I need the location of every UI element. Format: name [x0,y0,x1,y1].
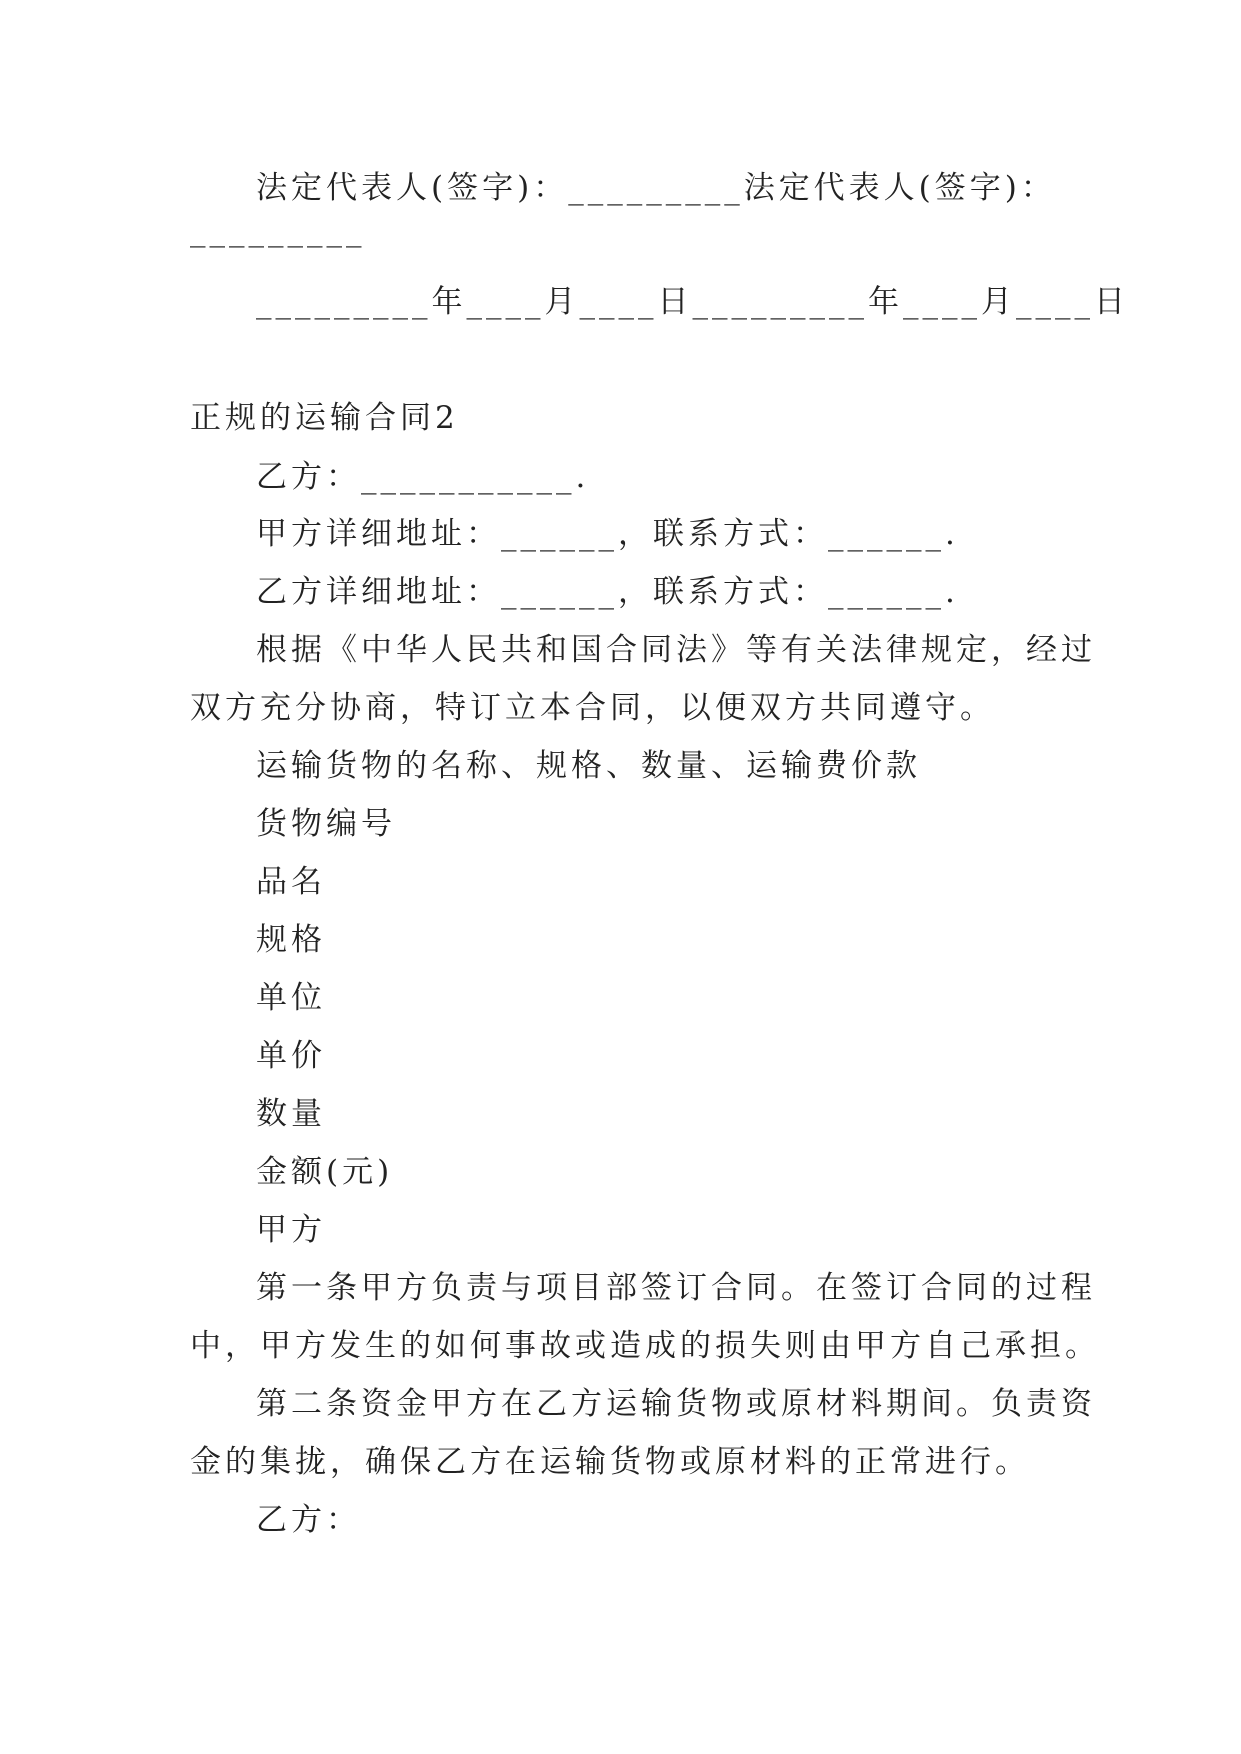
article-1-line-2: 中，甲方发生的如何事故或造成的损失则由甲方自己承担。 [190,1328,1100,1364]
field-specification: 规格 [256,922,326,958]
party-a-heading: 甲方 [256,1212,326,1248]
field-unit: 单位 [256,980,326,1016]
article-2-line-2: 金的集拢，确保乙方在运输货物或原材料的正常进行。 [190,1444,1030,1480]
field-unit-price: 单价 [256,1038,326,1074]
field-goods-number: 货物编号 [256,806,396,842]
party-a-address: 甲方详细地址：______，联系方式：______. [256,516,959,552]
party-b-heading: 乙方： [256,1502,361,1538]
field-amount: 金额(元) [256,1154,394,1190]
field-product-name: 品名 [256,864,326,900]
party-b-line: 乙方：___________. [256,459,590,495]
section-title: 正规的运输合同2 [190,400,459,436]
article-1-line-1: 第一条甲方负责与项目部签订合同。在签订合同的过程 [256,1270,1096,1306]
signature-blank: _________ [190,212,366,248]
party-b-address: 乙方详细地址：______，联系方式：______. [256,574,959,610]
date-line: _________年____月____日_________年____月____日 [256,284,1129,320]
article-2-line-1: 第二条资金甲方在乙方运输货物或原材料期间。负责资 [256,1386,1096,1422]
preamble-line-1: 根据《中华人民共和国合同法》等有关法律规定，经过 [256,632,1096,668]
goods-heading: 运输货物的名称、规格、数量、运输费价款 [256,748,921,784]
signature-line: 法定代表人(签字)：_________法定代表人(签字)： [256,170,1056,206]
field-quantity: 数量 [256,1096,326,1132]
preamble-line-2: 双方充分协商，特订立本合同，以便双方共同遵守。 [190,690,995,726]
